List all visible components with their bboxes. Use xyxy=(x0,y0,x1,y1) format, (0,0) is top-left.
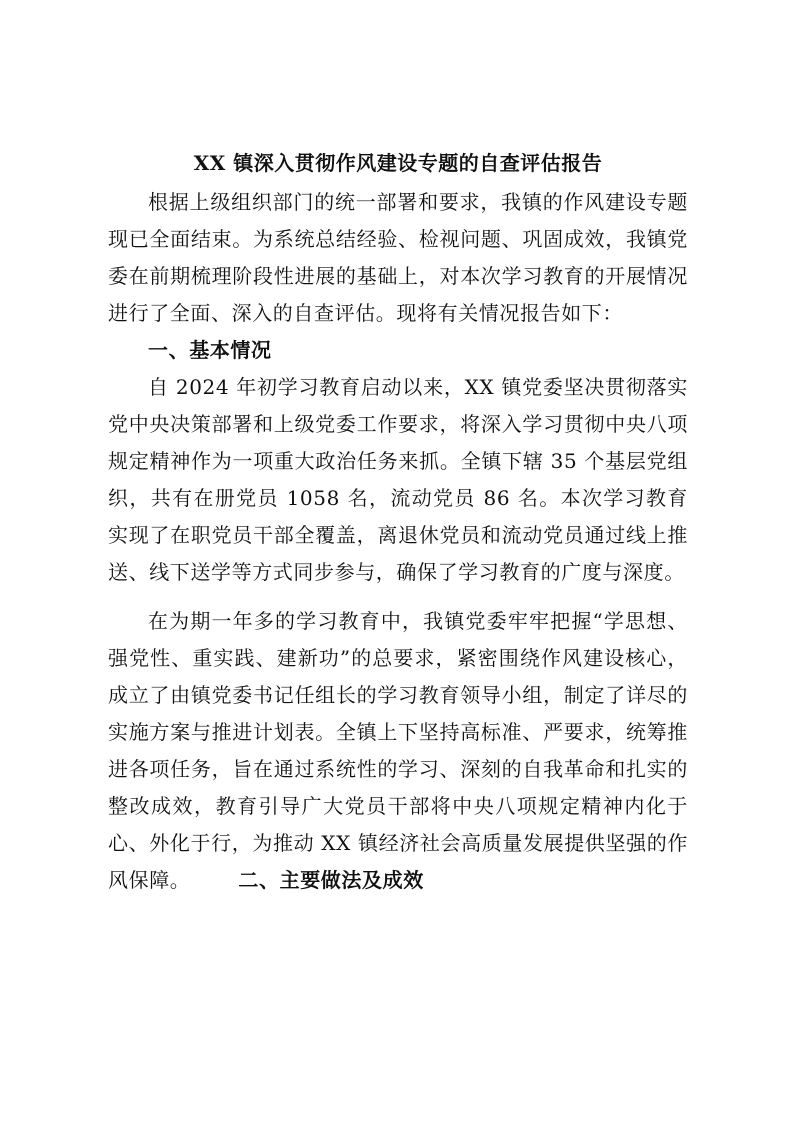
document-body xyxy=(108,148,688,899)
intro-paragraph: 根据上级组织部门的统一部署和要求，我镇的作风建设专题现已全面结束。为系统总结经验、检视问题、巩固成效，我镇党委在前期梳理阶段性进展的基础上，对本次学习教育的开展情况进行了全面、深入的自查评估。现将有关情况报告如下： xyxy=(108,190,688,325)
section-2-heading: 二、主要做法及成效 xyxy=(238,868,424,892)
section-1-paragraph-1: 自 2024 年初学习教育启动以来，XX 镇党委坚决贯彻落实党中央决策部署和上级党委工作要求，将深入学习贯彻中央八项规定精神作为一项重大政治任务来抓。全镇下辖 35 个基层党组织，共有在册党员 1058 名，流动党员 86 名。本次学习教育实现了在职党员干部全覆盖，离退休党员和流动党员通过线上推送、线下送学等方式同步参与，确保了学习教育的广度与深度。 xyxy=(108,375,688,584)
section-1-paragraph-2 xyxy=(108,603,688,899)
paragraph-gap xyxy=(108,591,688,603)
document-title: XX 镇深入贯彻作风建设专题的自查评估报告 xyxy=(193,151,603,175)
section-1-heading: 一、基本情况 xyxy=(148,338,272,362)
section-1-paragraph-2-text: 在为期一年多的学习教育中，我镇党委牢牢把握“学思想、强党性、重实践、建新功”的总要求，紧密围绕作风建设核心，成立了由镇党委书记任组长的学习教育领导小组，制定了详尽的实施方案与推进计划表。全镇上下坚持高标准、严要求，统筹推进各项任务，旨在通过系统性的学习、深刻的自我革命和扎实的整改成效，教育引导广大党员干部将中央八项规定精神内化于心、外化于行，为推动 XX 镇经济社会高质量发展提供坚强的作风保障。 xyxy=(108,609,688,892)
